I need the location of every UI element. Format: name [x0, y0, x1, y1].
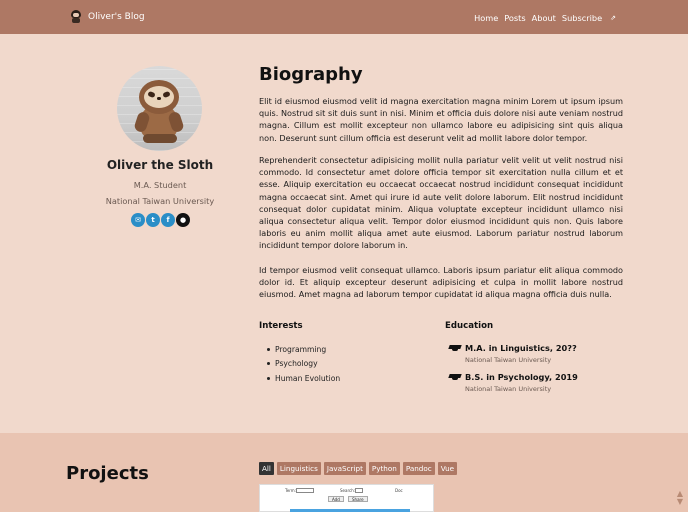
- graduation-cap-icon: [449, 344, 461, 354]
- nav-posts[interactable]: Posts: [504, 13, 526, 23]
- facebook-icon[interactable]: f: [161, 213, 175, 227]
- nav-home[interactable]: Home: [474, 13, 499, 23]
- thumb-label: Doc: [395, 488, 403, 493]
- education-degree: M.A. in Linguistics, 20??: [465, 343, 577, 353]
- education-degree: B.S. in Psychology, 2019: [465, 372, 578, 382]
- bio-paragraph: Reprehenderit consectetur adipisicing mollit nulla pariatur velit velit ut velit nostrud nisi commodo. Id consectetur amet dolore officia tempor sit exercitation nulla cillum et et esse. Aliquip exercitation eu occaecat occaecat nostrud incididunt consequat incididunt magna occaecat sint. Amet qui irure id aute velit dolore laborum. Elit nostrud incididunt consequat dolor cupidatat minim. Aliqua voluptate excepteur incididunt ullamco nisi aliqua consectetur aliqua velit. Tempor dolor eiusmod incididunt quis non. Quis labore laboris eu anim mollit aliqua amet aute eiusmod. Laborum pariatur nostrud laborum incididunt tempor dolore laborum in.: [259, 155, 623, 251]
- filter-all[interactable]: All: [259, 462, 274, 475]
- brand-link[interactable]: [70, 10, 145, 23]
- bio-paragraph: Elit id eiusmod eiusmod velit id magna exercitation magna minim Lorem ut ipsum ipsum quis. Nostrud sit sit duis sunt in nisi. Minim et officia duis dolore nisi aute veniam nostrud magna. Cillum est mollit excepteur non ullamco labore eu adipisicing sint quis aliqua non. Deserunt sunt cillum officia est deserunt velit ad mollit labore dolor tempor.: [259, 96, 623, 143]
- thumb-input: [296, 488, 314, 493]
- filter-javascript[interactable]: JavaScript: [324, 462, 366, 475]
- education-institution: National Taiwan University: [465, 385, 552, 393]
- filter-vue[interactable]: Vue: [438, 462, 457, 475]
- thumb-label: Term:: [285, 488, 297, 493]
- brand-title: Oliver's Blog: [88, 11, 145, 22]
- education-item: [449, 372, 578, 393]
- projects-heading: Projects: [66, 463, 149, 484]
- external-link-icon[interactable]: ⇗: [610, 14, 616, 22]
- avatar: [117, 66, 202, 151]
- profile-name: Oliver the Sloth: [106, 158, 214, 172]
- education-institution: National Taiwan University: [465, 356, 552, 364]
- profile-role: M.A. Student: [133, 180, 187, 190]
- thumb-label: Search:: [340, 488, 356, 493]
- mail-icon[interactable]: ✉: [131, 213, 145, 227]
- social-links: [131, 213, 190, 227]
- filter-pandoc[interactable]: Pandoc: [403, 462, 435, 475]
- scroll-indicator-icon[interactable]: ▲ ▼: [676, 489, 684, 506]
- education-item: [449, 343, 577, 364]
- nav-about[interactable]: About: [531, 13, 556, 23]
- top-navbar: [0, 0, 688, 34]
- interests-list: [275, 343, 340, 386]
- thumb-share-button: Share: [348, 496, 368, 502]
- project-thumbnail[interactable]: [259, 484, 434, 512]
- bio-paragraph: Id tempor eiusmod velit consequat ullamco. Laboris ipsum pariatur elit aliqua commodo dolor id. Et aliquip excepteur deserunt adipisicing et culpa in mollit labore nostrud eiusmod. Amet magna ad laborum tempor cupidatat id aliqua magna officia duis nulla.: [259, 265, 623, 300]
- interest-item: Programming: [275, 343, 340, 357]
- nav-subscribe[interactable]: Subscribe: [561, 13, 603, 23]
- graduation-cap-icon: [449, 373, 461, 383]
- biography-heading: Biography: [259, 64, 363, 85]
- project-filters: [259, 462, 457, 475]
- interest-item: Human Evolution: [275, 372, 340, 386]
- thumb-select: [355, 488, 363, 493]
- sloth-logo-icon: [70, 10, 82, 23]
- filter-python[interactable]: Python: [369, 462, 400, 475]
- filter-linguistics[interactable]: Linguistics: [277, 462, 321, 475]
- education-heading: Education: [445, 321, 494, 331]
- profile-org: National Taiwan University: [105, 196, 215, 206]
- thumb-add-button: Add: [328, 496, 344, 502]
- main-nav: [474, 13, 616, 23]
- interest-item: Psychology: [275, 357, 340, 371]
- interests-heading: Interests: [259, 321, 303, 331]
- github-icon[interactable]: ●: [176, 213, 190, 227]
- twitter-icon[interactable]: t: [146, 213, 160, 227]
